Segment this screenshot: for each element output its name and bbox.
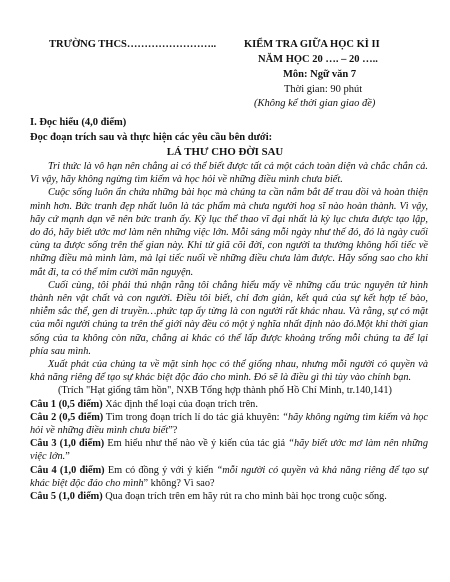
passage-paragraph: Cuộc sống luôn ẩn chứa những bài học mà chúng ta cần nắm bắt để trau dồi và hoàn thiện mình hơn. Bức tranh đẹp nhất luôn là tác phẩm mà chưa người hoạ sĩ nào hoàn thành. Vì vậy, hãy cứ mạnh dạn vẽ nên bức tranh ấy. Kỳ lục thể thao vĩ đại nhất là kỳ lục chưa được tạo lập, do đó, hãy biết ước mơ làm nên những việc lớn. Mỗi sáng mỗi ngày như thế đó, đó là ngày cuối cùng ta được sống trên thế gian này. Khi từ giã cõi đời, con người ta thường không hối tiếc về những điều mà mình làm, mà lại tiếc nuối về những điều chưa làm được. Hãy sống sao cho khi mắt đi, ta có thể mỉm cười mãn nguyện.	[30, 187, 428, 278]
passage-source: (Trích "Hạt giống tâm hồn", NXB Tổng hợp thành phố Hồ Chí Minh, tr.140,141)	[58, 385, 392, 397]
question-5: Câu 5 (1,0 điểm) Qua đoạn trích trên em hãy rút ra cho mình bài học trong cuộc sống.	[30, 491, 387, 503]
question-2: Câu 2 (0,5 điểm) Tìm trong đoạn trích lí do tác giả khuyên: “hãy không ngừng tìm kiếm và học hỏi về những điều mình chưa biết”?	[30, 411, 428, 437]
passage-paragraph: Xuất phát của chúng ta về mặt sinh học có thể giống nhau, nhưng mỗi người có quyền và khả năng riêng để tạo sự khác biệt độc đáo cho mình. Đó sẽ là điều gì thì tùy vào chính bạn.	[30, 359, 428, 384]
question-label: Câu 2 (0,5 điểm)	[30, 411, 104, 423]
section-heading: I. Đọc hiểu (4,0 điểm)	[30, 117, 127, 128]
duration: Thời gian: 90 phút	[284, 84, 363, 95]
passage-title: LÁ THƯ CHO ĐỜI SAU	[166, 146, 284, 158]
exam-title: KIỂM TRA GIỮA HỌC KÌ II	[244, 39, 380, 50]
school-name: TRƯỜNG THCS……………………..	[49, 39, 217, 50]
question-1: Câu 1 (0,5 điểm) Xác định thể loại của đoạn trích trên.	[30, 398, 258, 410]
school-year: NĂM HỌC 20 …. – 20 …..	[258, 54, 378, 65]
question-4: Câu 4 (1,0 điểm) Em có đồng ý với ý kiến “mỗi người có quyền và khả năng riêng để tạo sự khác biệt độc đáo cho mình” không? Vì sao?	[30, 464, 429, 489]
subject: Môn: Ngữ văn 7	[283, 69, 357, 80]
passage	[30, 160, 428, 503]
section-instruction: Đọc đoạn trích sau và thực hiện các yêu cầu bên dưới:	[30, 132, 273, 143]
passage-paragraph: Cuối cùng, tôi phải thú nhận rằng tôi chẳng hiểu mấy về những cấu trúc nguyên tử hình thành nên vật chất và con người. Điều tôi biết, chỉ đơn giản, kết quả của sự kết hợp tế bào, nhiễm sắc thể, gen di truyền…phức tạp ấy từng là con người rất khác nhau. Và rằng, sự có mặt của mỗi người chúng ta trên thế giới này đều có một ý nghĩa nhất định nào đó.Một khi thời gian sống của ta không còn nữa, chẳng ai khác có thể lấp được khoảng trống mỗi chúng ta để lại phía sau mình.	[30, 279, 428, 357]
question-label: Câu 5 (1,0 điểm)	[30, 491, 103, 503]
passage-paragraph: Tri thức là vô hạn nên chẳng ai có thể biết được tất cả một cách toàn diện và chắc chắn cả. Vì vậy, hãy không ngừng tìm kiếm và học hỏi về những điều mình chưa biết.	[30, 161, 428, 186]
question-3: Câu 3 (1,0 điểm) Em hiểu như thế nào về ý kiến của tác giả “hãy biết ước mơ làm nên những việc lớn.”	[30, 438, 428, 463]
duration-note: (Không kể thời gian giao đề)	[254, 98, 376, 109]
question-label: Câu 4 (1,0 điểm)	[30, 464, 105, 476]
question-label: Câu 3 (1,0 điểm)	[30, 438, 105, 450]
question-label: Câu 1 (0,5 điểm)	[30, 398, 103, 410]
